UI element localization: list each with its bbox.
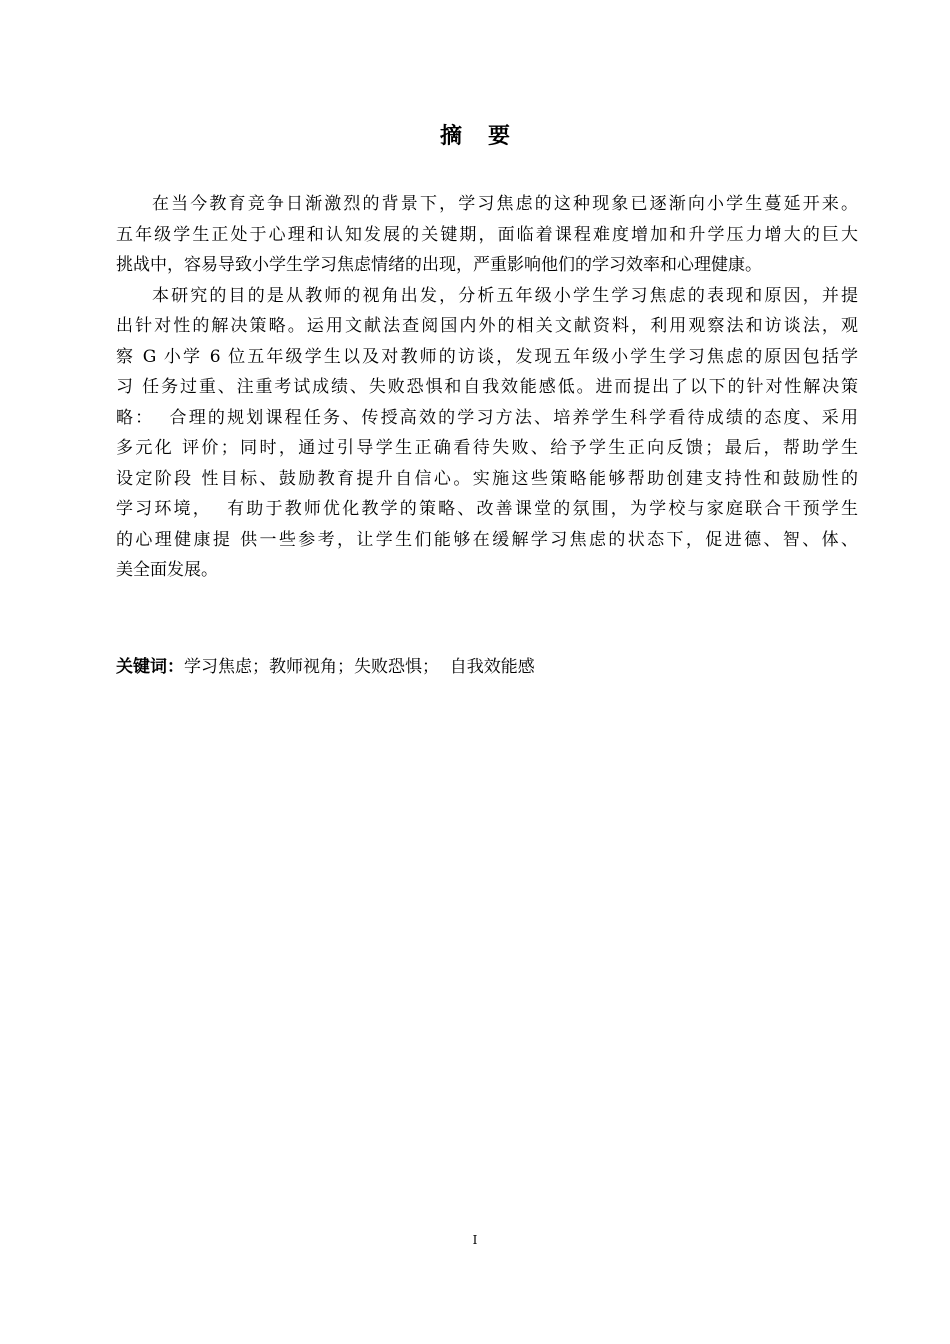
paragraph-2-line-1: 本研究的目的是从教师的视角出发，分析五年级小学生学习焦虑的表现和原因，并提 (152, 285, 858, 306)
paragraph-2-line-9: 的心理健康提 供一些参考，让学生们能够在缓解学习焦虑的状态下，促进德、智、体、 (116, 529, 858, 550)
paragraph-2-line-8: 学习环境， 有助于教师优化教学的策略、改善课堂的氛围，为学校与家庭联合干预学生 (116, 499, 858, 519)
paragraph-1-line-1: 在当今教育竞争日渐激烈的背景下，学习焦虑的这种现象已逐渐向小学生蔓延开来。 (152, 194, 858, 214)
paragraph-2-line-10: 美全面发展。 (116, 560, 218, 580)
paragraph-1-line-3: 挑战中，容易导致小学生学习焦虑情绪的出现，严重影响他们的学习效率和心理健康。 (116, 255, 762, 275)
paragraph-1-line-2: 五年级学生正处于心理和认知发展的关键期，面临着课程难度增加和升学压力增大的巨大 (116, 224, 858, 245)
paragraph-2-line-4: 习 任务过重、注重考试成绩、失败恐惧和自我效能感低。进而提出了以下的针对性解决策 (116, 377, 858, 397)
paragraph-2-line-7: 设定阶段 性目标、鼓励教育提升自信心。实施这些策略能够帮助创建支持性和鼓励性的 (116, 468, 858, 489)
paragraph-2-line-6: 多元化 评价；同时，通过引导学生正确看待失败、给予学生正向反馈；最后，帮助学生 (116, 438, 858, 458)
paragraph-2-line-3: 察 G 小学 6 位五年级学生以及对教师的访谈，发现五年级小学生学习焦虑的原因包括学 (116, 346, 858, 367)
keywords-text: 学习焦虑；教师视角；失败恐惧； 自我效能感 (184, 657, 535, 677)
keywords-label: 关键词： (116, 657, 184, 677)
paragraph-2-line-2: 出针对性的解决策略。运用文献法查阅国内外的相关文献资料，利用观察法和访谈法，观 (116, 316, 858, 336)
paragraph-2-line-5: 略： 合理的规划课程任务、传授高效的学习方法、培养学生科学看待成绩的态度、采用 (116, 407, 858, 428)
keywords (116, 653, 535, 681)
page-number: I (472, 1233, 478, 1247)
abstract-title: 摘要 (439, 124, 536, 149)
abstract-body (116, 189, 858, 586)
